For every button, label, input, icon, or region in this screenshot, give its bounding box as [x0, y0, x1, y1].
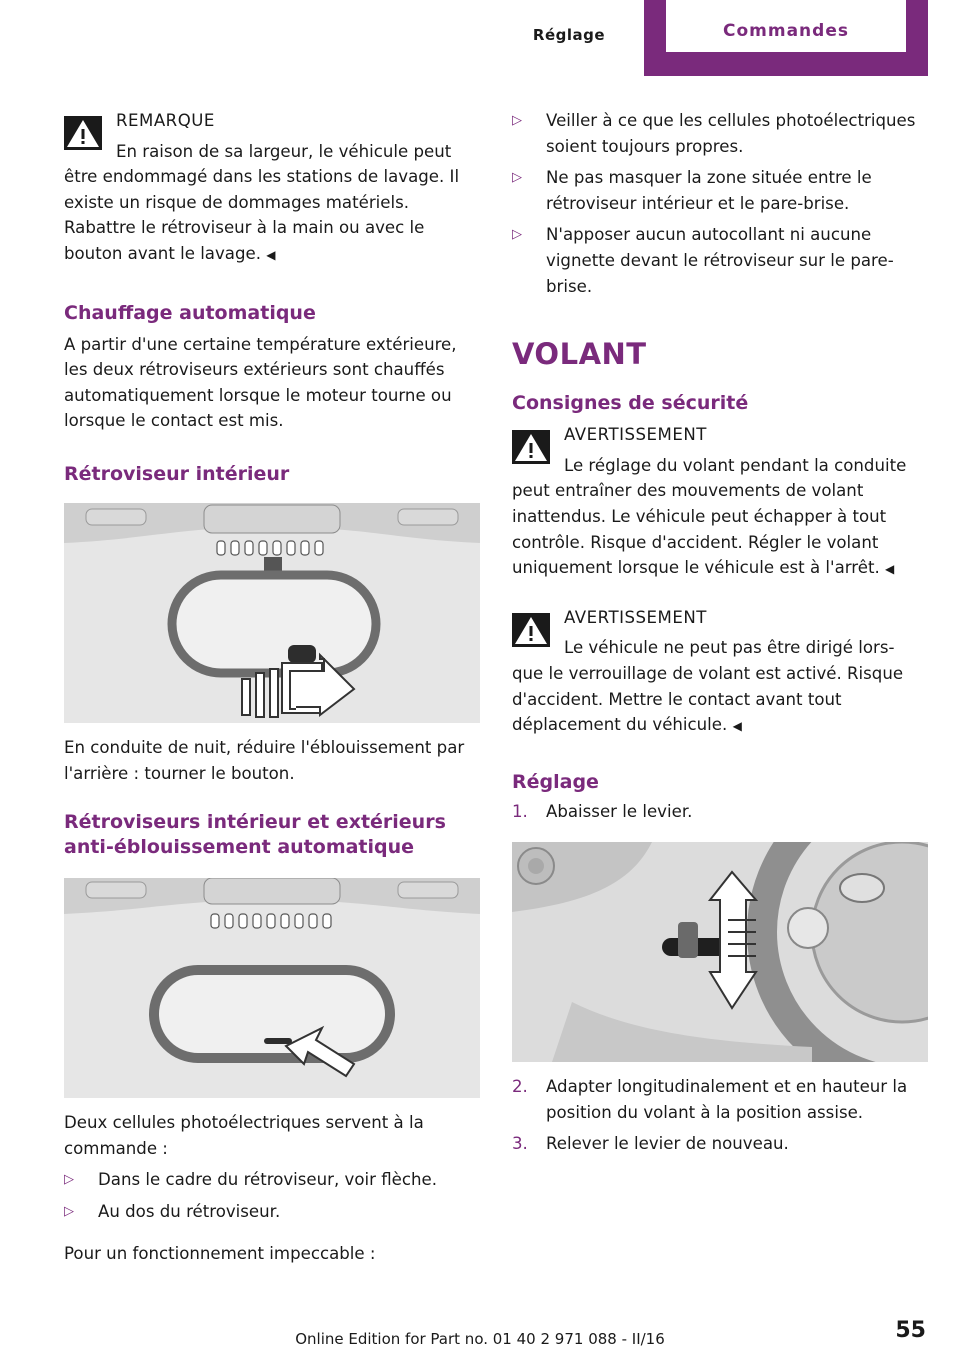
list-item — [512, 165, 928, 216]
warning-title: AVERTISSEMENT — [564, 607, 707, 627]
section-title-chauffage: Chauffage automatique — [64, 301, 316, 324]
mirror-dial-caption: En conduite de nuit, réduire l'éblouissement par l'arrière : tourner le bouton. — [64, 737, 465, 783]
bullet-triangle-icon: ▷ — [512, 227, 522, 243]
section-title-consignes: Consignes de sécurité — [512, 392, 749, 415]
step-number: 2. — [512, 1077, 528, 1097]
warning-note-1 — [512, 422, 928, 583]
warning-body — [512, 478, 928, 582]
bullet-triangle-icon: ▷ — [512, 113, 522, 128]
edition-text: Online Edition for Part no. 01 40 2 971 088 - II/16 — [295, 1330, 665, 1348]
warning-body-text: que le verrouillage de volant est activé. Risque d'accident. Mettre le contact avant tout déplacement du véhicule. — [512, 663, 904, 735]
step-text: Adapter longitudinalement et en hauteur la position du volant à la position assise. — [546, 1077, 908, 1122]
end-mark-icon: ◀ — [885, 562, 895, 577]
bullet-triangle-icon: ▷ — [64, 1172, 74, 1188]
warning-triangle-icon — [512, 430, 550, 464]
header-tabs — [494, 0, 928, 76]
step-text: Relever le levier de nouveau. — [546, 1134, 789, 1154]
section-body-chauffage: A partir d'une certaine température extérieure, les deux rétroviseurs extérieurs sont chauffés automatiquement lorsque le moteur tourne ou lorsque le contact est mis. — [64, 334, 457, 431]
tab-commandes[interactable] — [644, 0, 928, 76]
list-item-text: Veiller à ce que les cellules photoélectriques soient toujours propres. — [546, 111, 916, 156]
auto-dimming-caption: Deux cellules photoélectriques servent à la commande : — [64, 1113, 424, 1158]
bullet-triangle-icon: ▷ — [512, 170, 522, 186]
end-mark-icon: ◀ — [266, 247, 276, 262]
note-remarque — [64, 108, 480, 269]
list-item — [512, 108, 928, 159]
section-title-volant: VOLANT — [512, 337, 647, 372]
list-item — [512, 222, 928, 299]
steering-wheel-drawing — [512, 842, 928, 1062]
bullet-triangle-icon: ▷ — [64, 1203, 74, 1219]
cleanliness-list — [512, 108, 928, 299]
tab-commandes-label: Commandes — [666, 0, 906, 52]
steps-list-start — [512, 799, 928, 825]
note-body — [64, 164, 480, 268]
page-number: 55 — [895, 1318, 926, 1343]
warning-body-text: peut entraîner des mouvements de volant inattendus. Le véhicule peut échapper à tout contrôle. Risque d'accident. Régler le volant uniquement lorsque le véhicule est à l'arrêt. — [512, 481, 887, 578]
step-item — [512, 799, 928, 825]
closing-text: Pour un fonctionnement impeccable : — [64, 1243, 376, 1263]
left-column — [64, 108, 480, 1266]
section-title-reglage: Réglage — [512, 770, 599, 793]
photocell-list — [64, 1167, 480, 1224]
warning-triangle-icon — [64, 116, 102, 150]
list-item-text: Ne pas masquer la zone située entre le rétroviseur intérieur et le pare-brise. — [546, 168, 872, 213]
auto-dimming-mirror-drawing — [64, 878, 480, 1098]
tab-reglage[interactable]: Réglage — [532, 26, 606, 44]
list-item — [64, 1199, 480, 1225]
step-text: Abaisser le levier. — [546, 801, 693, 821]
end-mark-icon: ◀ — [732, 719, 742, 734]
mirror-dial-illustration — [64, 503, 480, 723]
auto-dimming-mirror-illustration — [64, 878, 480, 1098]
step-number: 3. — [512, 1134, 528, 1154]
warning-body — [512, 661, 928, 740]
page-footer — [0, 1318, 960, 1358]
section-title-retroviseur-interieur: Rétroviseur intérieur — [64, 462, 290, 485]
note-body-first-line: En raison de sa largeur, le véhicule peut — [116, 141, 452, 161]
right-column — [512, 108, 928, 1157]
warning-body-first-line: Le réglage du volant pendant la conduite — [564, 455, 907, 475]
warning-note-2 — [512, 605, 928, 740]
warning-triangle-icon — [512, 613, 550, 647]
step-number: 1. — [512, 801, 528, 821]
list-item-text: N'apposer aucun autocollant ni aucune vignette devant le rétroviseur sur le pare-brise. — [546, 225, 894, 296]
note-title: REMARQUE — [116, 111, 215, 130]
list-item-text: Au dos du rétroviseur. — [98, 1201, 281, 1221]
list-item-text: Dans le cadre du rétroviseur, voir flèche. — [98, 1170, 437, 1190]
steering-wheel-illustration — [512, 842, 928, 1062]
step-item — [512, 1131, 928, 1157]
mirror-dial-drawing — [64, 503, 480, 723]
list-item — [64, 1167, 480, 1193]
note-body-text: être endommagé dans les stations de lavage. Il existe un risque de dommages matériels. Rabattre le rétroviseur à la main ou avec le bouton avant le lavage. — [64, 167, 460, 263]
steps-list-continued — [512, 1074, 928, 1157]
step-item — [512, 1074, 928, 1125]
warning-title: AVERTISSEMENT — [564, 425, 707, 445]
section-title-auto-dimming: Rétroviseurs intérieur et extérieurs anti-éblouissement automatique — [64, 811, 446, 859]
warning-body-first-line: Le véhicule ne peut pas être dirigé lors- — [564, 638, 895, 658]
